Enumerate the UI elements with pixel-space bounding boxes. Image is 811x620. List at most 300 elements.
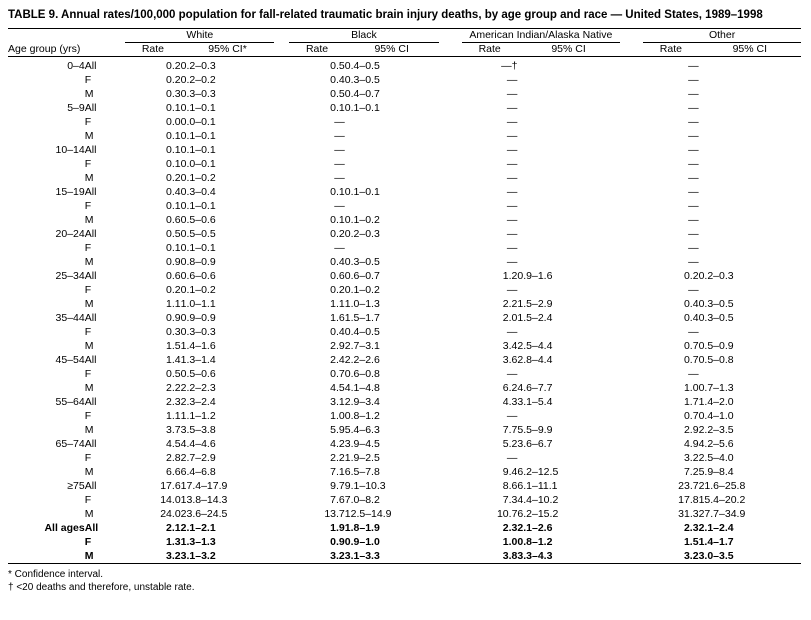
- table-row: [8, 465, 801, 479]
- cell-black-rate: 1.9: [330, 522, 345, 534]
- cell-other-ci: [699, 241, 801, 255]
- cell-other-rate: —: [688, 144, 699, 156]
- cell-gap-2: [439, 171, 462, 185]
- cell-white-ci: 0.0–0.1: [180, 116, 216, 128]
- table-row: [8, 157, 801, 171]
- cell-gap-2: [439, 241, 462, 255]
- cell-black-ci: [345, 157, 439, 171]
- cell-other-ci: 0.5–0.9: [698, 340, 734, 352]
- cell-other-rate: —: [688, 186, 699, 198]
- cell-ai-ci: [517, 255, 619, 269]
- cell-gap-3: [620, 367, 643, 381]
- cell-gap-3: [620, 185, 643, 199]
- cell-black-rate: 0.1: [330, 214, 345, 226]
- cell-gap-3: [620, 297, 643, 311]
- cell-ai-rate: —: [506, 144, 518, 156]
- cell-black-rate: 7.1: [330, 466, 345, 478]
- cell-ai-rate: 8.6: [502, 480, 518, 492]
- cell-white-rate: 0.3: [166, 326, 181, 338]
- cell-other-ci: [699, 101, 801, 115]
- row-age-group-label: 25–34: [55, 270, 85, 282]
- cell-black-ci: 0.1–0.2: [344, 284, 380, 296]
- cell-ai-rate: —: [506, 200, 518, 212]
- cell-white-ci: 2.3–2.4: [180, 396, 216, 408]
- cell-gap-2: [439, 311, 462, 325]
- cell-gap-1: [274, 143, 289, 157]
- cell-gap-3: [620, 157, 643, 171]
- table-row: [8, 395, 801, 409]
- cell-black-ci: 1.9–2.5: [344, 452, 380, 464]
- cell-black-rate: —: [334, 116, 345, 128]
- cell-ai-rate: 6.2: [502, 382, 518, 394]
- cell-gap-2: [439, 283, 462, 297]
- row-sex-label: M: [84, 550, 94, 562]
- cell-black-rate: 0.2: [330, 228, 345, 240]
- cell-ai-rate: 3.6: [502, 354, 518, 366]
- cell-other-ci: [699, 59, 801, 73]
- cell-black-ci: 5.4–6.3: [344, 424, 380, 436]
- cell-white-ci: 0.1–0.1: [180, 200, 216, 212]
- cell-other-ci: [699, 213, 801, 227]
- row-age-group-label: [8, 157, 85, 171]
- cell-white-rate: 2.3: [166, 396, 181, 408]
- cell-gap-2: [439, 507, 462, 521]
- bottom-rule: [8, 564, 801, 567]
- cell-gap-2: [439, 479, 462, 493]
- cell-ai-rate: —: [506, 130, 518, 142]
- cell-black-rate: 0.4: [330, 74, 345, 86]
- cell-white-ci: 1.3–1.4: [180, 354, 216, 366]
- row-sex-label: F: [84, 494, 92, 506]
- cell-gap-2: [439, 59, 462, 73]
- row-sex-label: M: [84, 130, 94, 142]
- row-age-group-label: 10–14: [55, 144, 85, 156]
- cell-white-ci: 0.1–0.1: [180, 102, 216, 114]
- cell-black-ci: 7.0–8.2: [344, 494, 380, 506]
- row-age-group-label: [8, 507, 85, 521]
- row-sex-label: F: [84, 410, 92, 422]
- row-age-group-label: 65–74: [55, 438, 85, 450]
- cell-ai-rate: —: [506, 158, 518, 170]
- table-row: [8, 325, 801, 339]
- cell-ai-ci: 4.4–10.2: [517, 494, 559, 506]
- cell-white-rate: 1.3: [166, 536, 181, 548]
- row-sex-label: All: [84, 102, 97, 114]
- cell-other-rate: —: [688, 102, 699, 114]
- row-age-group-label: [8, 199, 85, 213]
- cell-white-ci: 0.1–0.2: [180, 284, 216, 296]
- cell-gap-2: [439, 353, 462, 367]
- cell-black-rate: —: [334, 172, 345, 184]
- column-header-sex-spacer: [85, 43, 126, 57]
- cell-gap-3: [620, 241, 643, 255]
- column-header-ai-ci: 95% CI: [551, 43, 586, 55]
- row-age-group-label: All ages: [44, 522, 85, 534]
- cell-white-ci: 2.2–2.3: [180, 382, 216, 394]
- cell-gap-1: [274, 59, 289, 73]
- table-row: [8, 437, 801, 451]
- cell-other-rate: —: [688, 130, 699, 142]
- table-row: [8, 521, 801, 535]
- cell-ai-rate: —: [506, 256, 518, 268]
- table-row: [8, 199, 801, 213]
- column-header-white-rate: Rate: [141, 43, 165, 55]
- cell-gap-3: [620, 339, 643, 353]
- row-age-group-label: [8, 115, 85, 129]
- cell-gap-2: [439, 87, 462, 101]
- cell-gap-3: [620, 423, 643, 437]
- row-sex-label: All: [84, 522, 99, 534]
- cell-black-rate: 1.0: [330, 410, 345, 422]
- cell-gap-2: [439, 157, 462, 171]
- row-sex-label: F: [84, 200, 92, 212]
- table-row: [8, 59, 801, 73]
- cell-gap-3: [620, 535, 643, 549]
- cell-other-ci: 3.0–3.5: [698, 550, 734, 562]
- cell-white-rate: 0.3: [166, 88, 181, 100]
- cell-other-rate: 2.9: [683, 424, 699, 436]
- cell-gap-1: [274, 241, 289, 255]
- cell-other-rate: 17.8: [678, 494, 699, 506]
- cell-gap-2: [439, 143, 462, 157]
- cell-ai-ci: 1.5–2.4: [517, 312, 553, 324]
- cell-other-rate: 1.5: [683, 536, 699, 548]
- cell-white-rate: 0.2: [166, 60, 181, 72]
- row-sex-label: M: [84, 214, 94, 226]
- cell-ai-rate: 7.7: [502, 424, 518, 436]
- cell-other-rate: —: [688, 116, 699, 128]
- cell-white-rate: 0.2: [166, 172, 181, 184]
- row-sex-label: All: [84, 480, 97, 492]
- cell-other-ci: [699, 129, 801, 143]
- cell-other-ci: 0.3–0.5: [698, 298, 734, 310]
- cell-white-rate: 3.2: [166, 550, 181, 562]
- cell-ai-rate: —: [506, 452, 518, 464]
- cell-gap-1: [274, 395, 289, 409]
- cell-gap-3: [620, 143, 643, 157]
- table-row: [8, 297, 801, 311]
- cell-other-rate: 4.9: [683, 438, 699, 450]
- row-sex-label: All: [84, 396, 97, 408]
- cell-gap-1: [274, 87, 289, 101]
- cell-gap-1: [274, 255, 289, 269]
- cell-white-rate: 4.5: [166, 438, 181, 450]
- footnote-unstable-rate: † <20 deaths and therefore, unstable rate.: [8, 581, 195, 593]
- cell-gap-3: [620, 59, 643, 73]
- cell-black-rate: 0.5: [330, 60, 345, 72]
- cell-ai-rate: 10.7: [496, 508, 518, 520]
- row-age-group-label: 55–64: [55, 396, 85, 408]
- cell-white-ci: 0.2–0.2: [180, 74, 216, 86]
- cell-gap-1: [274, 451, 289, 465]
- row-sex-label: F: [84, 158, 92, 170]
- cell-black-rate: 0.2: [330, 284, 345, 296]
- cell-white-ci: 0.3–0.3: [180, 88, 216, 100]
- cell-white-ci: 0.8–0.9: [180, 256, 216, 268]
- cell-white-rate: 2.2: [166, 382, 181, 394]
- group-header-other: Other: [643, 29, 801, 43]
- cell-white-ci: 0.1–0.1: [180, 130, 216, 142]
- cell-black-rate: 1.1: [330, 298, 345, 310]
- cell-ai-ci: [517, 199, 619, 213]
- cell-black-rate: 9.7: [330, 480, 345, 492]
- row-age-group-label: [8, 367, 85, 381]
- row-age-group-label: ≥75: [67, 480, 85, 492]
- table-row: [8, 87, 801, 101]
- cell-white-ci: 0.5–0.5: [180, 228, 216, 240]
- cell-gap-1: [274, 269, 289, 283]
- cell-gap-3: [620, 479, 643, 493]
- row-age-group-label: [8, 423, 85, 437]
- table-row: [8, 227, 801, 241]
- cell-gap-2: [439, 213, 462, 227]
- cell-gap-2: [439, 73, 462, 87]
- table-row: [8, 129, 801, 143]
- cell-black-ci: 0.6–0.8: [344, 368, 380, 380]
- cell-gap-1: [274, 199, 289, 213]
- cell-other-rate: 3.2: [683, 550, 699, 562]
- cell-gap-1: [274, 101, 289, 115]
- cell-gap-1: [274, 353, 289, 367]
- cell-white-ci: 6.4–6.8: [180, 466, 216, 478]
- cell-black-ci: 3.9–4.5: [344, 438, 380, 450]
- cell-ai-rate: 2.3: [502, 522, 518, 534]
- cell-white-rate: 0.1: [166, 102, 181, 114]
- cell-ai-rate: 1.2: [502, 270, 518, 282]
- table-row: [8, 339, 801, 353]
- cell-white-ci: 23.6–24.5: [180, 508, 228, 520]
- cell-other-rate: —: [688, 60, 699, 72]
- cell-other-rate: —: [688, 158, 699, 170]
- cell-black-rate: 2.4: [330, 354, 345, 366]
- cell-ai-ci: [517, 283, 619, 297]
- cell-black-ci: 1.8–1.9: [344, 522, 380, 534]
- cell-other-ci: [699, 87, 801, 101]
- cell-ai-ci: 4.6–7.7: [517, 382, 553, 394]
- row-sex-label: All: [84, 354, 97, 366]
- cell-black-rate: 5.9: [330, 424, 345, 436]
- cell-other-ci: 1.4–1.7: [698, 536, 734, 548]
- group-gap-3: [620, 29, 643, 43]
- row-sex-label: All: [84, 60, 97, 72]
- table-group-header-row: [8, 29, 801, 43]
- cell-gap-1: [274, 521, 289, 535]
- cell-ai-rate: 2.2: [502, 298, 518, 310]
- cell-other-rate: 7.2: [683, 466, 699, 478]
- cell-black-rate: 0.6: [330, 270, 345, 282]
- cell-white-rate: 0.1: [166, 242, 181, 254]
- cell-black-rate: 4.2: [330, 438, 345, 450]
- cell-other-ci: [699, 115, 801, 129]
- cell-gap-2: [439, 549, 462, 564]
- row-sex-label: M: [84, 508, 94, 520]
- row-sex-label: F: [84, 74, 92, 86]
- cell-ai-ci: 2.8–4.4: [517, 354, 553, 366]
- row-sex-label: All: [84, 270, 97, 282]
- cell-white-rate: 2.8: [166, 452, 181, 464]
- cell-black-rate: 0.7: [330, 368, 345, 380]
- cell-white-rate: 0.1: [166, 130, 181, 142]
- row-sex-label: M: [84, 466, 94, 478]
- cell-other-ci: [699, 255, 801, 269]
- cell-ai-ci: [517, 143, 619, 157]
- cell-ai-rate: —: [506, 74, 518, 86]
- cell-ai-rate: —†: [501, 60, 518, 72]
- cell-white-rate: 1.5: [166, 340, 181, 352]
- cell-black-ci: 0.4–0.7: [344, 88, 380, 100]
- table-row: [8, 493, 801, 507]
- cell-ai-rate: 3.8: [502, 550, 518, 562]
- cell-black-rate: 0.9: [330, 536, 345, 548]
- cell-ai-rate: —: [506, 284, 518, 296]
- cell-gap-2: [439, 185, 462, 199]
- cell-gap-2: [439, 395, 462, 409]
- cell-black-rate: —: [334, 200, 345, 212]
- cell-white-rate: 0.1: [166, 200, 181, 212]
- table-row: [8, 283, 801, 297]
- cell-gap-3: [620, 507, 643, 521]
- cell-gap-2: [439, 423, 462, 437]
- row-age-group-label: 15–19: [55, 186, 85, 198]
- cell-black-rate: 0.1: [330, 102, 345, 114]
- cell-ai-rate: —: [506, 242, 518, 254]
- cell-gap-1: [274, 465, 289, 479]
- cell-other-ci: [699, 283, 801, 297]
- table-row: [8, 507, 801, 521]
- cell-ai-rate: —: [506, 410, 518, 422]
- row-sex-label: F: [84, 242, 92, 254]
- cell-black-rate: 0.5: [330, 88, 345, 100]
- cell-gap-3: [620, 171, 643, 185]
- cell-gap-2: [439, 269, 462, 283]
- cell-ai-ci: 3.1–5.4: [517, 396, 553, 408]
- cell-gap-3: [620, 213, 643, 227]
- cell-gap-1: [274, 409, 289, 423]
- cell-ai-ci: [517, 59, 619, 73]
- row-age-group-label: [8, 171, 85, 185]
- cell-white-rate: 1.1: [166, 410, 181, 422]
- cell-gap-2: [439, 465, 462, 479]
- cell-ai-ci: 2.1–2.6: [517, 522, 553, 534]
- cell-ai-ci: [517, 185, 619, 199]
- cell-gap-1: [274, 115, 289, 129]
- cell-ai-ci: [517, 451, 619, 465]
- table-row: [8, 143, 801, 157]
- cell-ai-ci: 6.1–11.1: [517, 480, 558, 492]
- cell-other-rate: —: [688, 228, 699, 240]
- cell-gap-1: [274, 73, 289, 87]
- cell-gap-3: [620, 409, 643, 423]
- cell-gap-3: [620, 283, 643, 297]
- cell-white-ci: 0.1–0.1: [180, 144, 216, 156]
- row-sex-label: All: [84, 144, 97, 156]
- cell-white-rate: 0.9: [166, 256, 181, 268]
- table-row: [8, 213, 801, 227]
- cell-gap-3: [620, 451, 643, 465]
- cell-other-ci: [699, 199, 801, 213]
- row-sex-label: F: [84, 284, 92, 296]
- cell-gap-1: [274, 283, 289, 297]
- cell-gap-2: [439, 409, 462, 423]
- table-row: [8, 171, 801, 185]
- cell-gap-2: [439, 339, 462, 353]
- column-gap-2: [439, 43, 462, 57]
- cell-white-ci: 2.7–2.9: [180, 452, 216, 464]
- cell-black-rate: —: [334, 242, 345, 254]
- row-age-group-label: [8, 255, 85, 269]
- cell-white-ci: 1.1–1.2: [180, 410, 216, 422]
- cell-other-ci: [699, 367, 801, 381]
- cell-gap-3: [620, 199, 643, 213]
- table-row: [8, 241, 801, 255]
- cell-ai-rate: 5.2: [502, 438, 518, 450]
- cell-ai-rate: 7.3: [502, 494, 518, 506]
- cell-black-ci: 2.7–3.1: [344, 340, 380, 352]
- cell-black-ci: [345, 115, 439, 129]
- table-row: [8, 311, 801, 325]
- cell-gap-1: [274, 157, 289, 171]
- cell-gap-1: [274, 381, 289, 395]
- cell-white-rate: 0.2: [166, 74, 181, 86]
- cell-gap-1: [274, 423, 289, 437]
- cell-other-rate: —: [688, 256, 699, 268]
- cell-white-rate: 14.0: [160, 494, 181, 506]
- cell-gap-1: [274, 535, 289, 549]
- cell-gap-3: [620, 465, 643, 479]
- table-container: [8, 28, 801, 566]
- cell-black-ci: 0.9–1.0: [344, 536, 380, 548]
- cell-gap-2: [439, 115, 462, 129]
- cell-gap-1: [274, 507, 289, 521]
- cell-black-ci: 0.3–0.5: [344, 74, 380, 86]
- cell-white-ci: 0.2–0.3: [180, 60, 216, 72]
- cell-gap-3: [620, 381, 643, 395]
- cell-black-ci: 3.1–3.3: [344, 550, 380, 562]
- row-sex-label: All: [84, 228, 97, 240]
- cell-gap-2: [439, 325, 462, 339]
- cell-white-rate: 1.4: [166, 354, 181, 366]
- cell-white-ci: 2.1–2.1: [180, 522, 216, 534]
- cell-ai-ci: 3.3–4.3: [517, 550, 553, 562]
- cell-other-ci: 27.7–34.9: [698, 508, 746, 520]
- cell-ai-rate: —: [506, 172, 518, 184]
- cell-other-rate: —: [688, 200, 699, 212]
- cell-other-ci: [699, 227, 801, 241]
- table-row: [8, 185, 801, 199]
- cell-ai-ci: [517, 409, 619, 423]
- table-row: [8, 115, 801, 129]
- table-row: [8, 255, 801, 269]
- cell-ai-ci: [517, 129, 619, 143]
- cell-other-ci: [699, 143, 801, 157]
- cell-other-rate: 0.7: [683, 410, 699, 422]
- cell-ai-rate: —: [506, 186, 518, 198]
- row-age-group-label: [8, 535, 85, 549]
- cell-gap-1: [274, 311, 289, 325]
- row-age-group-label: [8, 451, 85, 465]
- cell-white-rate: 0.2: [166, 284, 181, 296]
- cell-ai-ci: [517, 115, 619, 129]
- cell-gap-3: [620, 521, 643, 535]
- cell-black-rate: 1.6: [330, 312, 345, 324]
- row-sex-label: F: [84, 368, 92, 380]
- cell-ai-ci: 6.2–15.2: [517, 508, 559, 520]
- cell-ai-rate: 1.0: [502, 536, 518, 548]
- cell-white-ci: 0.5–0.6: [180, 214, 216, 226]
- cell-gap-1: [274, 185, 289, 199]
- cell-black-rate: 4.5: [330, 382, 345, 394]
- row-age-group-label: [8, 87, 85, 101]
